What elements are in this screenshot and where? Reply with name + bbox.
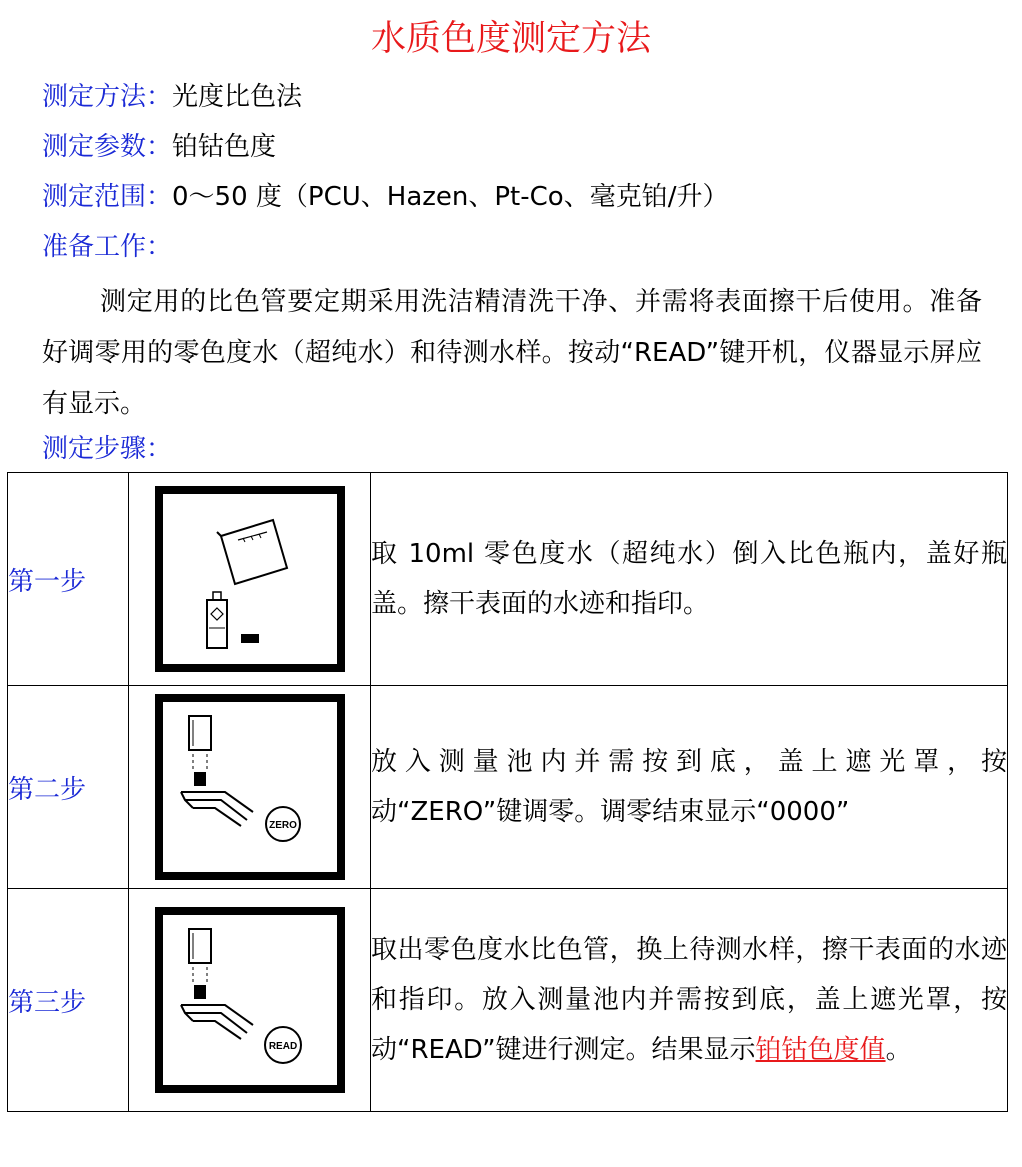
step-3-tail: 。 [885, 1035, 912, 1065]
step-2-label: 第二步 [8, 686, 129, 889]
page-title: 水质色度测定方法 [370, 19, 651, 59]
steps-label: 测定步骤： [42, 434, 173, 464]
range-label: 测定范围： [42, 182, 173, 212]
parameter-label: 测定参数： [42, 132, 173, 162]
prep-label: 准备工作： [42, 232, 173, 262]
step-1-label: 第一步 [8, 473, 129, 686]
beaker-and-bottle-icon [155, 486, 345, 672]
prep-paragraph: 测定用的比色管要定期采用洗洁精清洗干净、并需将表面擦干后使用。准备好调零用的零色度水（超纯水）和待测水样。按动“READ”键开机，仪器显示屏应有显示。 [42, 287, 982, 419]
range-line [42, 177, 728, 217]
parameter-value: 铂钴色度 [172, 132, 277, 162]
step-3-image [129, 889, 371, 1112]
method-label: 测定方法： [42, 82, 173, 112]
step-row-3 [8, 889, 1008, 1112]
steps-table [7, 472, 1008, 1112]
method-line [42, 77, 302, 117]
step-3-label: 第三步 [8, 889, 129, 1112]
step-1-image [129, 473, 371, 686]
step-2-image [129, 686, 371, 889]
parameter-line [42, 127, 276, 167]
zero-instrument-icon [155, 694, 345, 880]
range-value: 0～50 度（PCU、Hazen、Pt-Co、毫克铂/升） [172, 182, 729, 212]
step-row-1 [8, 473, 1008, 686]
step-1-text: 取 10ml 零色度水（超纯水）倒入比色瓶内，盖好瓶盖。擦干表面的水迹和指印。 [371, 473, 1008, 686]
step-row-2 [8, 686, 1008, 889]
read-instrument-icon [155, 907, 345, 1093]
step-2-text: 放入测量池内并需按到底，盖上遮光罩，按动“ZERO”键调零。调零结束显示“0000” [371, 686, 1008, 889]
result-highlight: 铂钴色度值 [755, 1035, 886, 1065]
step-3-text: 取出零色度水比色管，换上待测水样，擦干表面的水迹和指印。放入测量池内并需按到底，盖上遮光罩，按动“READ”键进行测定。结果显示 [371, 935, 1007, 1065]
method-value: 光度比色法 [172, 82, 303, 112]
read-button-label: READ [268, 1040, 297, 1052]
zero-button-label: ZERO [268, 819, 297, 831]
step-3-text-cell [371, 889, 1008, 1112]
